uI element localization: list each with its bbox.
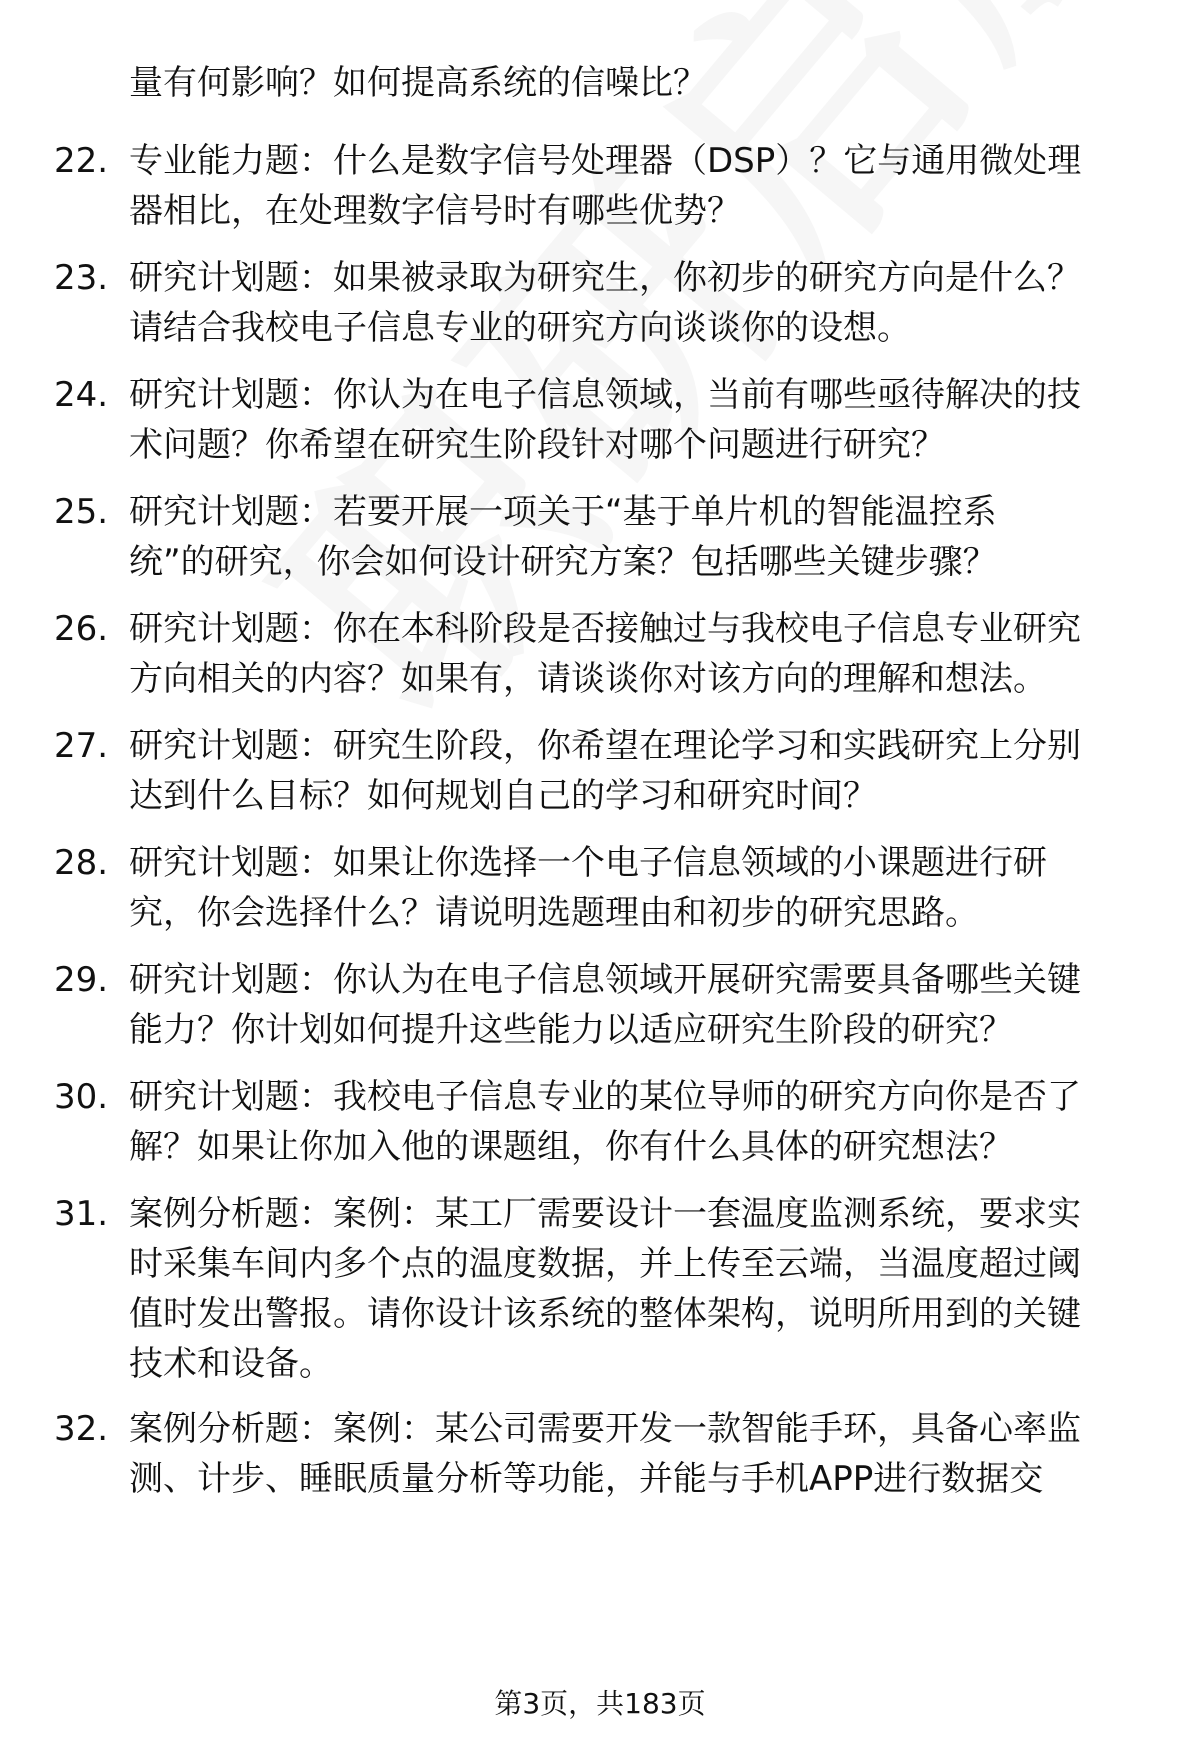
question-text: 研究计划题：你认为在电子信息领域开展研究需要具备哪些关键 能力？你计划如何提升这些能力以适应研究生阶段的研究？ [129, 960, 1081, 1050]
continued-question-text: 量有何影响？如何提高系统的信噪比？ [129, 63, 707, 103]
question-number: 29. [54, 960, 109, 1000]
question-number: 25. [54, 492, 109, 532]
question-text: 研究计划题：如果被录取为研究生，你初步的研究方向是什么？ 请结合我校电子信息专业的研究方向谈谈你的设想。 [129, 258, 1081, 348]
question-text: 研究计划题：若要开展一项关于“基于单片机的智能温控系 统”的研究，你会如何设计研究方案？包括哪些关键步骤？ [129, 492, 997, 582]
question-number: 24. [54, 375, 109, 415]
question-number: 26. [54, 609, 109, 649]
question-number: 22. [54, 141, 109, 181]
question-number: 27. [54, 726, 109, 766]
question-number: 28. [54, 843, 109, 883]
question-text: 研究计划题：你认为在电子信息领域，当前有哪些亟待解决的技 术问题？你希望在研究生阶段针对哪个问题进行研究？ [129, 375, 1081, 465]
question-number: 30. [54, 1077, 109, 1117]
question-text: 研究计划题：如果让你选择一个电子信息领域的小课题进行研 究，你会选择什么？请说明选题理由和初步的研究思路。 [129, 843, 1047, 933]
question-text: 专业能力题：什么是数字信号处理器（DSP）？它与通用微处理 器相比，在处理数字信号时有哪些优势？ [129, 141, 1082, 231]
question-text: 案例分析题：案例：某公司需要开发一款智能手环，具备心率监 测、计步、睡眠质量分析等功能，并能与手机APP进行数据交 [129, 1409, 1081, 1499]
page-footer: 第3页，共183页 [494, 1687, 706, 1720]
question-number: 32. [54, 1409, 109, 1449]
question-text: 研究计划题：你在本科阶段是否接触过与我校电子信息专业研究 方向相关的内容？如果有，请谈谈你对该方向的理解和想法。 [129, 609, 1081, 699]
question-number: 23. [54, 258, 109, 298]
question-number: 31. [54, 1194, 109, 1234]
question-text: 研究计划题：我校电子信息专业的某位导师的研究方向你是否了 解？如果让你加入他的课题组，你有什么具体的研究想法？ [129, 1077, 1081, 1167]
question-text: 研究计划题：研究生阶段，你希望在理论学习和实践研究上分别 达到什么目标？如何规划自己的学习和研究时间？ [129, 726, 1081, 816]
question-text: 案例分析题：案例：某工厂需要设计一套温度监测系统，要求实 时采集车间内多个点的温度数据，并上传至云端，当温度超过阈 值时发出警报。请你设计该系统的整体架构，说明所用到的关键 技术和设备。 [129, 1194, 1081, 1384]
